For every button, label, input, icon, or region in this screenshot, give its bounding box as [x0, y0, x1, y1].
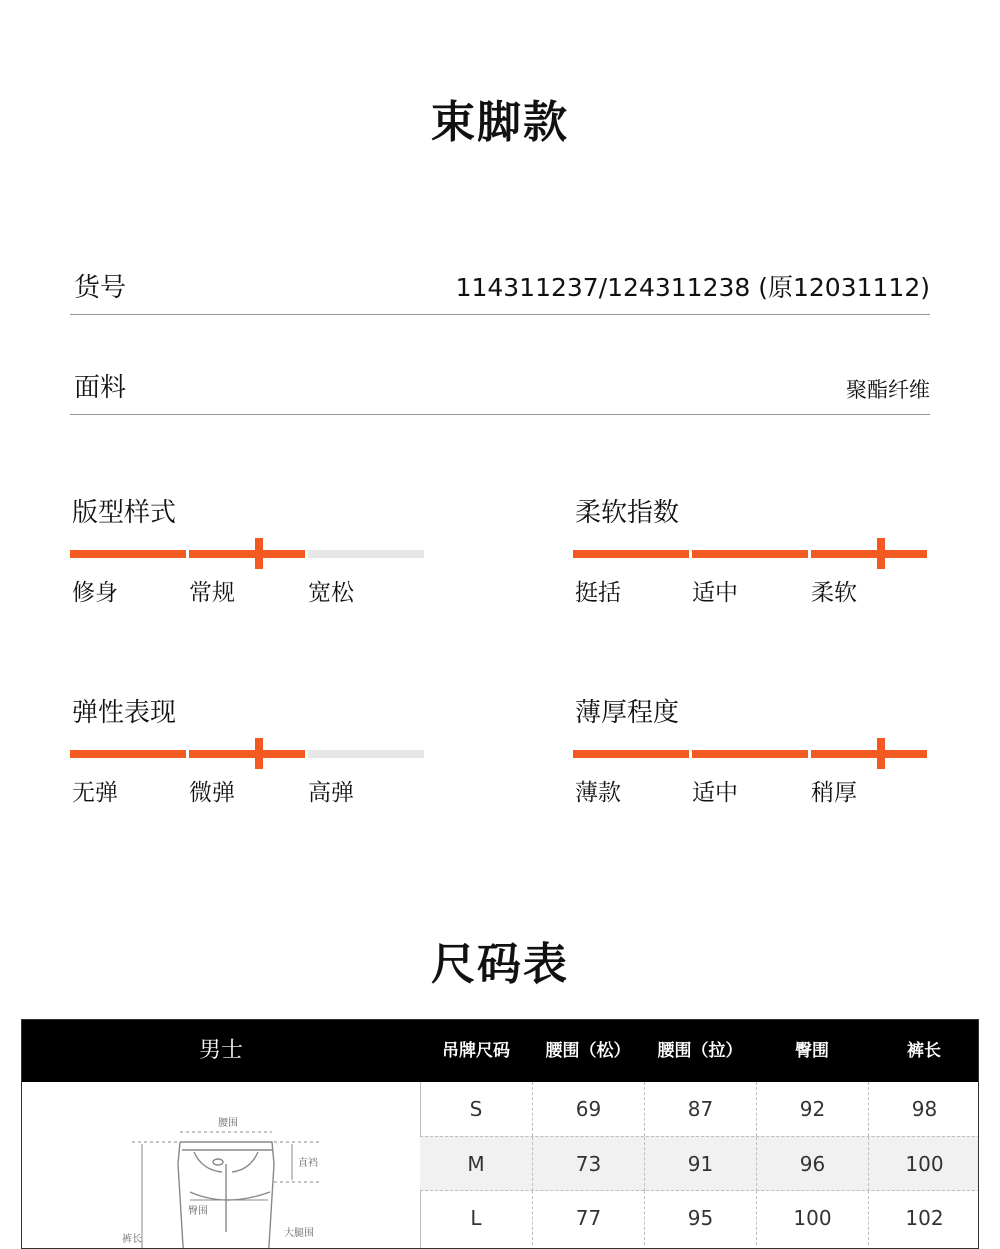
table-cell: 87	[644, 1082, 756, 1136]
diagram-label-hip: 臀围	[188, 1206, 208, 1217]
diagram-label-length: 裤长	[122, 1234, 142, 1245]
pants-outline-icon	[22, 1082, 420, 1249]
scale-segment	[692, 750, 808, 758]
scale-segment	[189, 550, 305, 558]
group-label: 男士	[198, 1038, 243, 1063]
table-cell: 73	[532, 1137, 644, 1191]
scale-level-label: 常规	[189, 580, 235, 606]
table-cell: 91	[644, 1137, 756, 1191]
diagram-label-thigh: 大腿围	[284, 1228, 314, 1239]
info-row-item-number	[70, 270, 930, 315]
scale-level-label: 微弹	[189, 780, 235, 806]
scale-segment	[811, 550, 927, 558]
table-row	[420, 1136, 979, 1191]
scale-level-label: 宽松	[308, 580, 354, 606]
scale-segment	[70, 750, 186, 758]
scale-level-label: 高弹	[308, 780, 354, 806]
pants-diagram	[22, 1082, 421, 1249]
scale-level-label: 薄款	[575, 780, 621, 806]
scale-level-label: 无弹	[72, 780, 118, 806]
info-value: 聚酯纤维	[846, 378, 930, 402]
page-title: 束脚款	[431, 97, 569, 148]
scale-marker	[255, 538, 263, 569]
table-cell: S	[469, 1097, 483, 1121]
table-cell: 92	[756, 1082, 868, 1136]
table-cell: M	[467, 1152, 485, 1176]
scale-marker	[255, 738, 263, 769]
table-row	[420, 1082, 979, 1136]
diagram-label-waist: 腰围	[218, 1118, 238, 1129]
table-cell: 96	[756, 1137, 868, 1191]
rating-fit	[70, 492, 426, 612]
table-cell: 100	[756, 1191, 868, 1245]
info-row-fabric	[70, 370, 930, 415]
column-header: 臀围	[795, 1041, 829, 1061]
column-header: 腰围（拉）	[657, 1041, 743, 1061]
scale-segment	[573, 550, 689, 558]
scale-level-label: 挺括	[575, 580, 621, 606]
table-row	[420, 1190, 979, 1245]
scale-level-label: 柔软	[811, 580, 857, 606]
size-table	[21, 1019, 979, 1249]
table-cell: L	[470, 1206, 482, 1230]
table-header	[22, 1020, 979, 1082]
scale-level-label: 稍厚	[811, 780, 857, 806]
table-cell: 69	[532, 1082, 644, 1136]
diagram-label-rise: 直裆	[298, 1158, 318, 1169]
table-cell: 98	[868, 1082, 979, 1136]
scale-segment	[70, 550, 186, 558]
rating-title: 柔软指数	[575, 498, 680, 528]
scale-segment	[573, 750, 689, 758]
scale-segment	[308, 550, 424, 558]
rating-title: 弹性表现	[72, 698, 177, 728]
info-value: 114311237/124311238 (原12031112)	[455, 273, 930, 302]
size-chart-title: 尺码表	[431, 939, 569, 990]
table-cell: 95	[644, 1191, 756, 1245]
scale-marker	[877, 738, 885, 769]
rating-title: 版型样式	[72, 498, 177, 528]
scale-level-label: 适中	[692, 780, 738, 806]
scale-segment	[811, 750, 927, 758]
rating-elasticity	[70, 692, 426, 812]
info-label: 面料	[74, 373, 127, 403]
rating-softness	[573, 492, 929, 612]
scale-marker	[877, 538, 885, 569]
scale-level-label: 修身	[72, 580, 118, 606]
column-header: 吊牌尺码	[442, 1041, 510, 1061]
column-header: 裤长	[907, 1041, 941, 1061]
rating-thickness	[573, 692, 929, 812]
table-cell: 77	[532, 1191, 644, 1245]
table-cell: 102	[868, 1191, 979, 1245]
scale-segment	[692, 550, 808, 558]
rating-title: 薄厚程度	[575, 698, 680, 728]
info-label: 货号	[74, 273, 127, 303]
scale-level-label: 适中	[692, 580, 738, 606]
column-header: 腰围（松）	[545, 1041, 631, 1061]
scale-segment	[189, 750, 305, 758]
table-cell: 100	[868, 1137, 979, 1191]
scale-segment	[308, 750, 424, 758]
